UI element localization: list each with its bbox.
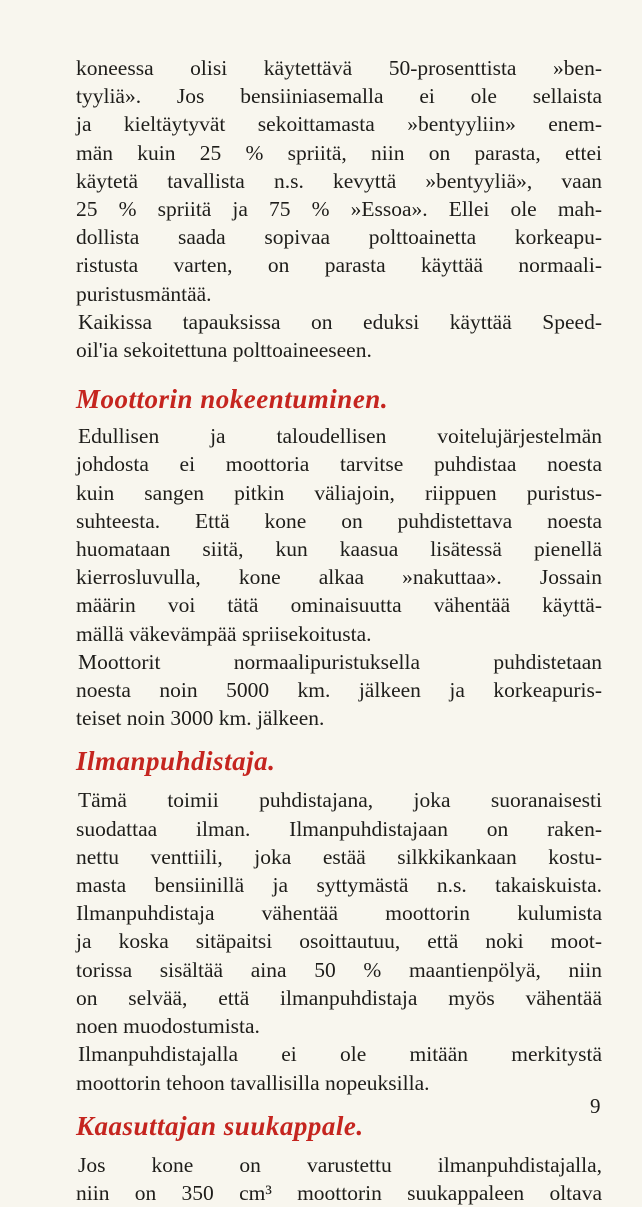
text-line: johdosta ei moottoria tarvitse puhdistaa noesta [76, 452, 602, 477]
paragraph-air-cleaner-power [76, 1040, 602, 1096]
section-heading-air-cleaner: Ilmanpuhdistaja. [76, 746, 276, 777]
text-line: huomataan siitä, kun kaasua lisätessä pienellä [76, 537, 602, 562]
text-line: masta bensiinillä ja syttymästä n.s. takaiskuista. [76, 873, 602, 898]
text-line: torissa sisältää aina 50 % maantienpölyä, niin [76, 957, 602, 982]
text-line: Tämä toimii puhdistajana, joka suoranaisesti [78, 788, 602, 813]
paragraph-air-cleaner [76, 786, 602, 1040]
section-heading-carburetor-mouthpiece: Kaasuttajan suukappale. [76, 1110, 364, 1141]
paragraph-carburetor-mouthpiece [76, 1151, 602, 1207]
text-line: suodattaa ilman. Ilmanpuhdistajaan on raken- [76, 816, 602, 841]
text-line: nettu venttiili, joka estää silkkikankaan kostu- [76, 844, 602, 869]
text-line: puristusmäntää. [76, 281, 212, 306]
text-line: 25 % spriitä ja 75 % »Essoa». Ellei ole mah- [76, 197, 602, 222]
page-content [76, 54, 602, 1207]
paragraph-speedoil [76, 308, 602, 364]
paragraph-carbon-lubrication [76, 422, 602, 648]
text-line: on selvää, että ilmanpuhdistaja myös vähentää [76, 985, 602, 1010]
section-heading-carbon: Moottorin nokeentuminen. [76, 384, 389, 415]
text-line: määrin voi tätä ominaisuutta vähentää käyttä- [76, 593, 602, 618]
text-line: Edullisen ja taloudellisen voitelujärjestelmän [78, 424, 602, 449]
text-line: ristusta varten, on parasta käyttää normaali- [76, 253, 602, 278]
text-line: suhteesta. Että kone on puhdistettava noesta [76, 508, 602, 533]
text-line: noesta noin 5000 km. jälkeen ja korkeapuris- [76, 678, 602, 703]
text-line: män kuin 25 % spriitä, niin on parasta, ettei [76, 140, 602, 165]
text-line: ja koska sitäpaitsi osoittautuu, että noki moot- [76, 929, 602, 954]
text-line: ja kieltäytyvät sekoittamasta »bentyyliin» enem- [76, 112, 602, 137]
text-line: käytetä tavallista n.s. kevyttä »bentyyliä», vaan [76, 168, 602, 193]
text-line: mällä väkevämpää spriisekoitusta. [76, 621, 372, 646]
text-line: kierrosluvulla, kone alkaa »nakuttaa». Jossain [76, 565, 602, 590]
text-line: moottorin tehoon tavallisilla nopeuksilla. [76, 1070, 430, 1095]
text-line: koneessa olisi käytettävä 50-prosenttista »ben- [76, 56, 602, 80]
text-line: niin on 350 cm³ moottorin suukappaleen oltava [76, 1180, 602, 1205]
page-number: 9 [590, 1094, 601, 1118]
text-line: Jos kone on varustettu ilmanpuhdistajalla, [78, 1152, 602, 1177]
text-line: dollista saada sopivaa polttoainetta korkeapu- [76, 225, 602, 250]
text-line: tyyliä». Jos bensiiniasemalla ei ole sellaista [76, 84, 602, 109]
paragraph-carbon-interval [76, 648, 602, 733]
text-line: noen muodostumista. [76, 1014, 260, 1039]
text-line: teiset noin 3000 km. jälkeen. [76, 706, 325, 731]
paragraph-fuel-mix [76, 54, 602, 308]
text-line: kuin sangen pitkin väliajoin, riippuen puristus- [76, 480, 602, 505]
text-line: Ilmanpuhdistaja vähentää moottorin kulumista [76, 901, 602, 926]
text-line: Moottorit normaalipuristuksella puhdistetaan [78, 649, 602, 674]
text-line: oil'ia sekoitettuna polttoaineeseen. [76, 338, 372, 363]
text-line: Kaikissa tapauksissa on eduksi käyttää Speed- [78, 309, 602, 334]
text-line: Ilmanpuhdistajalla ei ole mitään merkitystä [78, 1042, 602, 1067]
